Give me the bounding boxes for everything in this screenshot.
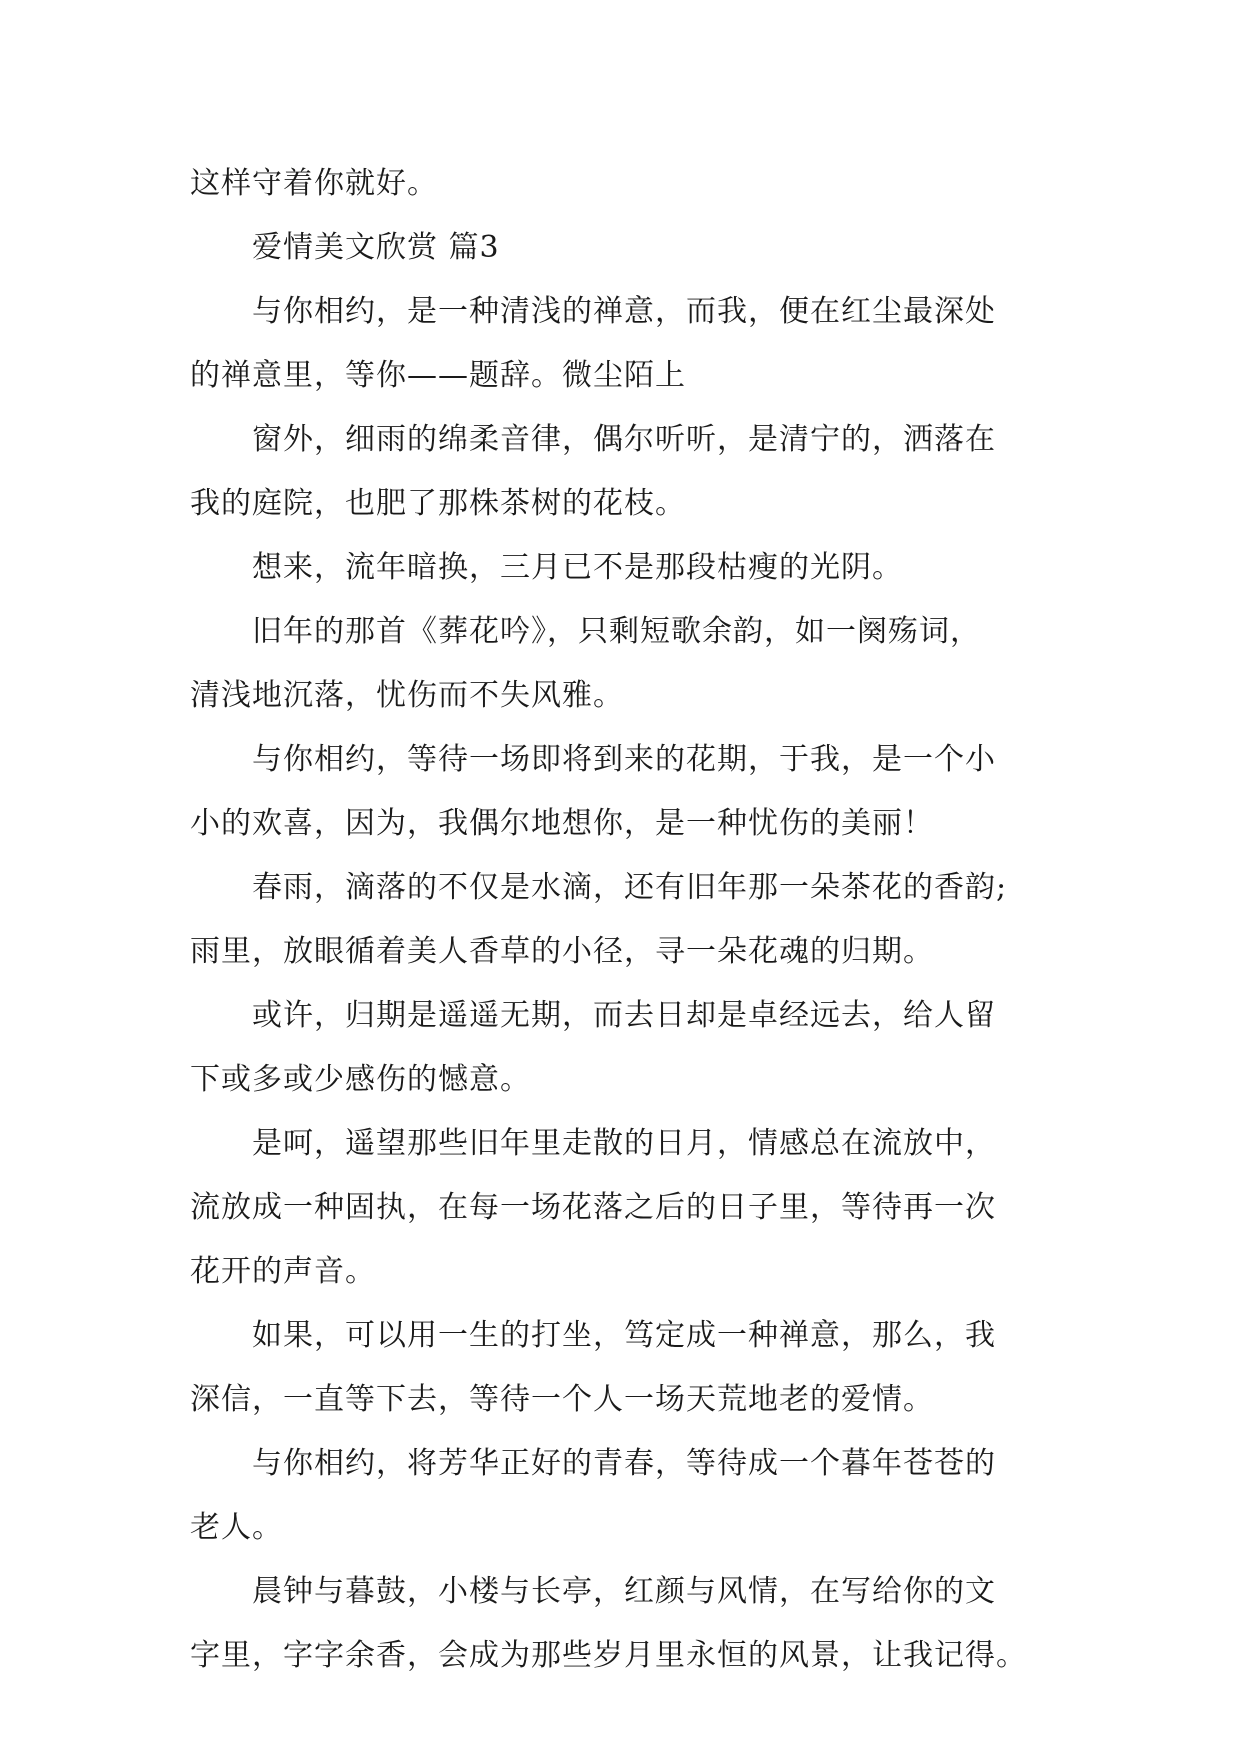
text-line: 深信，一直等下去，等待一个人一场天荒地老的爱情。 [190,1382,934,1417]
text-line: 花开的声音。 [190,1254,376,1289]
article-body [190,152,1058,1688]
text-line: 字里，字字余香，会成为那些岁月里永恒的风景，让我记得。 [190,1638,1027,1673]
text-line: 下或多或少感伤的憾意。 [190,1062,531,1097]
text-line: 这样守着你就好。 [190,166,438,201]
text-line: 晨钟与暮鼓，小楼与长亭，红颜与风情，在写给你的文 [190,1574,996,1609]
text-line: 窗外，细雨的绵柔音律，偶尔听听，是清宁的，洒落在 [190,422,996,457]
text-line: 与你相约，是一种清浅的禅意，而我，便在红尘最深处 [190,294,996,329]
text-line: 春雨，滴落的不仅是水滴，还有旧年那一朵茶花的香韵; [190,870,1008,905]
text-line: 老人。 [190,1510,283,1545]
text-line: 如果，可以用一生的打坐，笃定成一种禅意，那么，我 [190,1318,996,1353]
text-line: 流放成一种固执，在每一场花落之后的日子里，等待再一次 [190,1190,996,1225]
text-line: 清浅地沉落，忧伤而不失风雅。 [190,678,624,713]
text-line: 或许，归期是遥遥无期，而去日却是卓经远去，给人留 [190,998,996,1033]
text-line: 与你相约，等待一场即将到来的花期，于我，是一个小 [190,742,996,777]
section-heading: 爱情美文欣赏 篇3 [190,230,500,265]
text-line: 雨里，放眼循着美人香草的小径，寻一朵花魂的归期。 [190,934,934,969]
text-line: 我的庭院，也肥了那株茶树的花枝。 [190,486,686,521]
text-line: 旧年的那首《葬花吟》，只剩短歌余韵，如一阕殇词， [190,614,981,649]
text-line: 是呵，遥望那些旧年里走散的日月，情感总在流放中， [190,1126,996,1161]
text-line: 想来，流年暗换，三月已不是那段枯瘦的光阴。 [190,550,903,585]
text-line: 小的欢喜，因为，我偶尔地想你，是一种忧伤的美丽！ [190,806,934,841]
text-line: 的禅意里，等你——题辞。微尘陌上 [190,358,686,393]
text-line: 与你相约，将芳华正好的青春，等待成一个暮年苍苍的 [190,1446,996,1481]
